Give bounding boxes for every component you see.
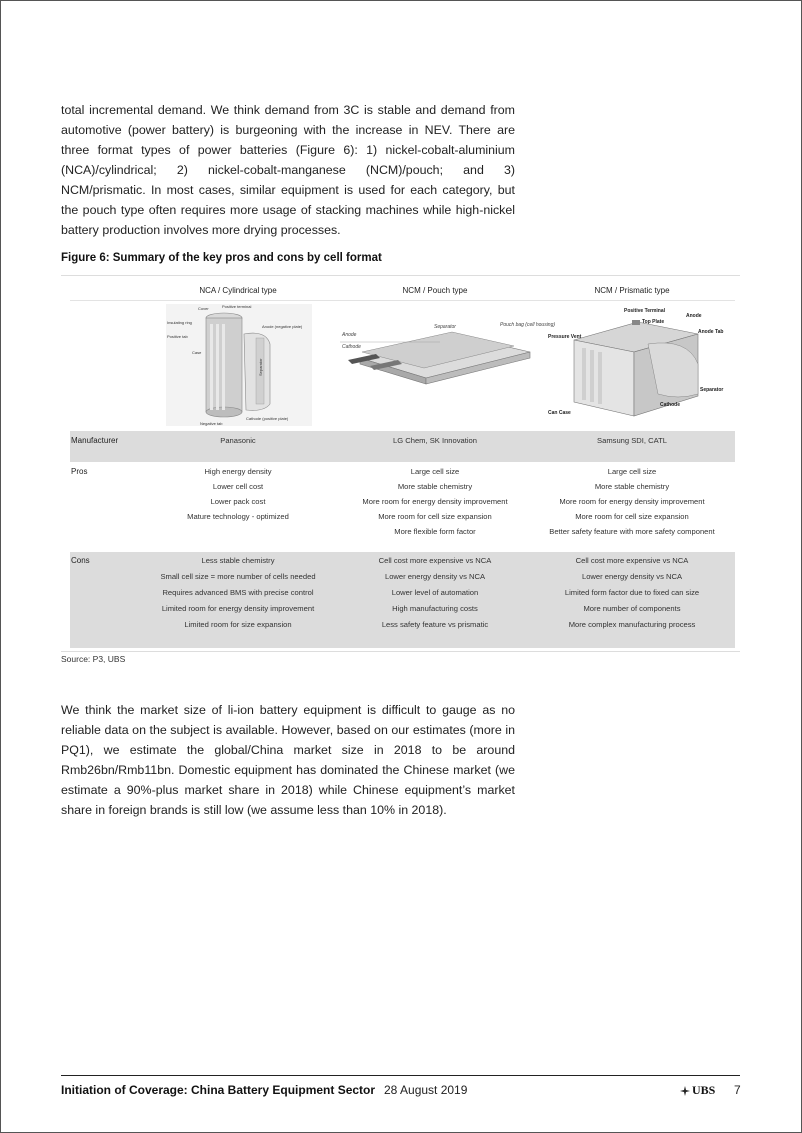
pouch-label-cathode: Cathode bbox=[342, 344, 361, 350]
list-item: Limited form factor due to fixed can size bbox=[564, 588, 700, 597]
list-item: More room for cell size expansion bbox=[575, 512, 689, 521]
list-item: Small cell size = more number of cells needed bbox=[160, 572, 316, 581]
list-item: Lower pack cost bbox=[210, 497, 266, 506]
list-item: More room for cell size expansion bbox=[378, 512, 492, 521]
figure-source: Source: P3, UBS bbox=[61, 654, 126, 664]
header-rule bbox=[70, 300, 735, 301]
cyl-label-insulating-ring: Insulating ring bbox=[167, 320, 192, 325]
list-item: Cell cost more expensive vs NCA bbox=[575, 556, 689, 565]
figure-bottom-rule bbox=[61, 651, 740, 652]
footer-report-title: Initiation of Coverage: China Battery Equipment Sector bbox=[61, 1083, 376, 1097]
list-item: More room for energy density improvement bbox=[362, 497, 508, 506]
pouch-label-anode: Anode bbox=[342, 332, 357, 338]
list-item: Lower energy density vs NCA bbox=[581, 572, 683, 581]
column-header-prismatic: NCM / Prismatic type bbox=[594, 286, 670, 295]
prism-label-positive-terminal: Positive Terminal bbox=[624, 308, 666, 314]
list-item: Lower energy density vs NCA bbox=[384, 572, 486, 581]
list-item: Cell cost more expensive vs NCA bbox=[378, 556, 492, 565]
prismatic-cell-diagram bbox=[548, 304, 730, 422]
list-item: More flexible form factor bbox=[394, 527, 476, 536]
list-item: Limited room for energy density improvement bbox=[161, 604, 315, 613]
cyl-label-positive-terminal: Positive terminal bbox=[222, 304, 252, 309]
manufacturer-prismatic: Samsung SDI, CATL bbox=[597, 436, 667, 445]
list-item: Better safety feature with more safety component bbox=[549, 527, 715, 536]
list-item: Large cell size bbox=[410, 467, 460, 476]
column-header-cylindrical: NCA / Cylindrical type bbox=[199, 286, 277, 295]
row-label-manufacturer: Manufacturer bbox=[71, 436, 119, 445]
manufacturer-cylindrical: Panasonic bbox=[220, 436, 256, 445]
page-number: 7 bbox=[734, 1083, 741, 1097]
figure-title: Figure 6: Summary of the key pros and cons by cell format bbox=[61, 252, 382, 264]
cyl-label-case: Case bbox=[192, 350, 202, 355]
pros-prismatic bbox=[534, 464, 730, 539]
list-item: High manufacturing costs bbox=[392, 604, 478, 613]
cyl-label-anode: Anode (negative plate) bbox=[262, 324, 303, 329]
list-item: Limited room for size expansion bbox=[184, 620, 292, 629]
cons-prismatic bbox=[534, 553, 730, 633]
figure-top-rule bbox=[61, 275, 740, 276]
cyl-label-cathode: Cathode (positive plate) bbox=[246, 416, 289, 421]
pouch-label-pouch-bag: Pouch bag (cell housing) bbox=[500, 322, 556, 328]
cyl-label-positive-tab: Positive tab bbox=[167, 334, 188, 339]
body-paragraph-2: We think the market size of li-ion battery equipment is difficult to gauge as no reliable data on the subject is available. However, based on our estimates (more in PQ1), we estimate the global/China market size in 2018 to be around Rmb26bn/Rmb11bn. Domestic equipment has dominated the Chinese market (we estimate a 90%-plus market share in 2018) while Chinese equipment’s market share in foreign brands is still low (we assume less than 10% in 2018). bbox=[61, 703, 515, 817]
ubs-keys-logo-icon bbox=[679, 1085, 691, 1097]
cons-pouch bbox=[337, 553, 533, 633]
footer-rule bbox=[61, 1075, 740, 1076]
list-item: More number of components bbox=[583, 604, 681, 613]
list-item: Mature technology - optimized bbox=[187, 512, 289, 521]
prism-label-can-case: Can Case bbox=[548, 410, 571, 416]
list-item: More complex manufacturing process bbox=[568, 620, 696, 629]
list-item: Less stable chemistry bbox=[201, 556, 275, 565]
list-item: Requires advanced BMS with precise control bbox=[162, 588, 314, 597]
prism-label-anode-tab: Anode Tab bbox=[698, 329, 724, 335]
manufacturer-pouch: LG Chem, SK Innovation bbox=[393, 436, 477, 445]
column-header-pouch: NCM / Pouch type bbox=[402, 286, 468, 295]
pouch-cell-diagram bbox=[340, 312, 556, 392]
comparison-table bbox=[70, 282, 735, 648]
prism-label-cathode: Cathode bbox=[660, 402, 680, 408]
row-label-cons: Cons bbox=[71, 556, 90, 565]
list-item: Large cell size bbox=[607, 467, 657, 476]
list-item: Lower cell cost bbox=[212, 482, 264, 491]
prism-label-top-plate: Top Plate bbox=[642, 319, 665, 325]
cons-cylindrical bbox=[140, 553, 336, 633]
cyl-label-cover: Cover bbox=[198, 306, 209, 311]
prism-label-pressure-vent: Pressure Vent bbox=[548, 334, 582, 340]
row-label-pros: Pros bbox=[71, 467, 88, 476]
pros-cylindrical bbox=[140, 464, 336, 524]
list-item: High energy density bbox=[204, 467, 272, 476]
cyl-label-separator: Separator bbox=[258, 358, 263, 376]
footer-brand: UBS bbox=[692, 1083, 716, 1097]
list-item: More room for energy density improvement bbox=[559, 497, 705, 506]
pros-pouch bbox=[337, 464, 533, 539]
cyl-label-negative-tab: Negative tab bbox=[200, 421, 223, 426]
figure-6 bbox=[61, 275, 740, 652]
list-item: More stable chemistry bbox=[397, 482, 473, 491]
body-paragraph-1: total incremental demand. We think demand from 3C is stable and demand from automotive (power battery) is burgeoning with the increase in NEV. There are three format types of power batteries (Figure 6): 1) nickel-cobalt-aluminium (NCA)/cylindrical; 2) nickel-cobalt-manganese (NCM)/pouch; and 3) NCM/prismatic. In most cases, similar equipment is used for each category, but the pouch type often requires more usage of stacking machines while high-nickel battery production involves more drying processes. bbox=[61, 103, 515, 237]
prism-label-anode: Anode bbox=[686, 313, 702, 319]
pouch-label-separator: Separator bbox=[434, 324, 456, 330]
footer-date: 28 August 2019 bbox=[384, 1083, 468, 1097]
list-item: Less safety feature vs prismatic bbox=[381, 620, 489, 629]
list-item: Lower level of automation bbox=[391, 588, 479, 597]
cylindrical-cell-diagram bbox=[166, 304, 312, 426]
prism-label-separator: Separator bbox=[700, 387, 724, 393]
list-item: More stable chemistry bbox=[594, 482, 670, 491]
